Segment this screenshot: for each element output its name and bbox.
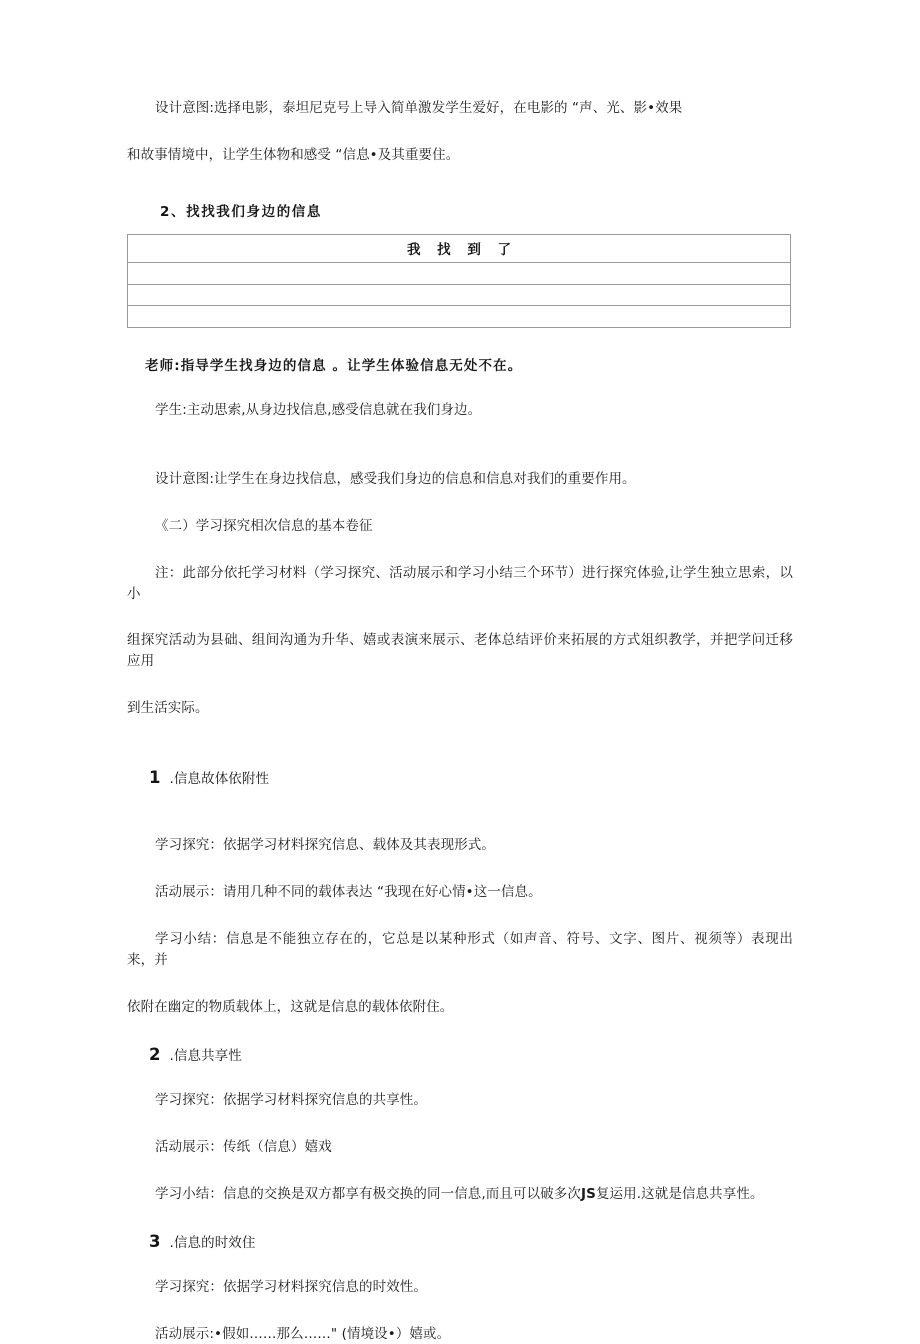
spacer (127, 672, 793, 698)
paragraph-design-intent-movie-cont: 和故事情境中，让学生体物和感受 “信息•及其重要住。 (127, 146, 460, 163)
spacer (127, 1064, 793, 1090)
spacer (127, 328, 793, 354)
paragraph-design-intent-movie: 设计意图:选择电影，泰坦尼克号上导入简单激发学生爱好，在电影的 “声、光、影•效果 (155, 100, 683, 116)
heading-number: 1 (149, 768, 161, 788)
spacer (127, 1298, 793, 1324)
spacer (127, 719, 793, 767)
found-information-table-wrapper (127, 234, 791, 328)
document-content (127, 98, 793, 1344)
section-heading-part-two: 《二）学习探究相次信息的基本卷征 (155, 517, 373, 534)
paragraph-item1-activity: 活动展示：请用几种不同的载体表达 “我现在好心情•这一信息。 (155, 884, 542, 901)
spacer (127, 374, 793, 400)
paragraph-note-line-1: 注：此部分依托学习材料（学习探究、活动展示和学习小结三个环节）进行探究体验,让学生独立思索，以小 (127, 564, 793, 602)
spacer (127, 1111, 793, 1137)
spacer (127, 787, 793, 835)
heading-number: 2 (149, 1044, 161, 1064)
heading-label: .信息共享性 (169, 1047, 242, 1064)
heading-label: .信息故体依附性 (169, 771, 270, 788)
paragraph-item3-activity: 活动展示:•假如……那么……" (情境设•）嬉或。 (155, 1325, 451, 1342)
summary-suffix: 复运用.这就是信息共享性。 (595, 1185, 764, 1202)
section-heading-find-information: 2、找找我们身边的信息 (160, 203, 322, 220)
table-row-header (128, 234, 791, 262)
paragraph-item2-explore: 学习探究：依据学习材料探究信息的共享性。 (155, 1091, 427, 1108)
paragraph-note-line-3: 到生活实际。 (127, 700, 209, 717)
found-information-table (127, 234, 791, 328)
paragraph-note-line-2: 组探究活动为县础、组间沟通为升华、嬉或表演来展示、老体总结评价来拓展的方式俎织教学，并把学问迁移应用 (127, 632, 793, 670)
spacer (127, 166, 793, 200)
paragraph-item1-summary-line-1: 学习小结：信息是不能独立存在的，它总是以某种形式（如声音、符号、文字、图片、视须等）表现出来，并 (127, 931, 793, 968)
paragraph-student-role: 学生:主动思索,从身边找信息,感受信息就在我们身边。 (155, 401, 482, 418)
summary-prefix: 学习小结：信息的交换是双方都享有极交换的同一信息,而且可以破多次 (155, 1185, 581, 1202)
paragraph-item1-summary-line-2: 依附在幽定的物质载体上，这就是信息的载体依附住。 (127, 998, 454, 1015)
spacer (127, 1205, 793, 1231)
spacer (127, 490, 793, 516)
table-row[interactable] (128, 262, 791, 284)
heading-label: .信息的时效住 (169, 1234, 256, 1251)
heading-number: 3 (149, 1231, 161, 1251)
paragraph-item2-activity: 活动展示：传纸（信息）嬉戏 (155, 1138, 332, 1155)
numbered-heading-1 (127, 767, 793, 787)
table-cell-empty[interactable] (128, 262, 791, 284)
table-cell-empty[interactable] (128, 305, 791, 327)
spacer (127, 604, 793, 630)
spacer (127, 856, 793, 882)
spacer (127, 903, 793, 929)
paragraph-item3-explore: 学习探究：依据学习材料探究信息的时效性。 (155, 1278, 427, 1295)
spacer (127, 1251, 793, 1277)
numbered-heading-2 (127, 1044, 793, 1064)
table-header-cell: 我 找 到 了 (128, 234, 791, 262)
spacer (127, 119, 793, 145)
paragraph-design-intent-find: 设计意图:让学生在身边找信息，感受我们身边的信息和信息对我们的重要作用。 (155, 470, 636, 487)
spacer (127, 220, 793, 234)
spacer (127, 421, 793, 469)
numbered-heading-3 (127, 1231, 793, 1251)
spacer (127, 537, 793, 563)
table-cell-empty[interactable] (128, 284, 791, 305)
paragraph-item1-explore: 学习探究：依据学习材料探究信息、载体及其表现形式。 (155, 837, 495, 854)
table-row[interactable] (128, 284, 791, 305)
spacer (127, 971, 793, 997)
paragraph-teacher-role: 老师:指导学生找身边的信息 。让学生体验信息无处不在。 (145, 357, 523, 374)
paragraph-item2-summary (127, 1184, 793, 1205)
spacer (127, 1158, 793, 1184)
summary-bold-token: JS (581, 1185, 596, 1202)
spacer (127, 1018, 793, 1044)
table-row[interactable] (128, 305, 791, 327)
